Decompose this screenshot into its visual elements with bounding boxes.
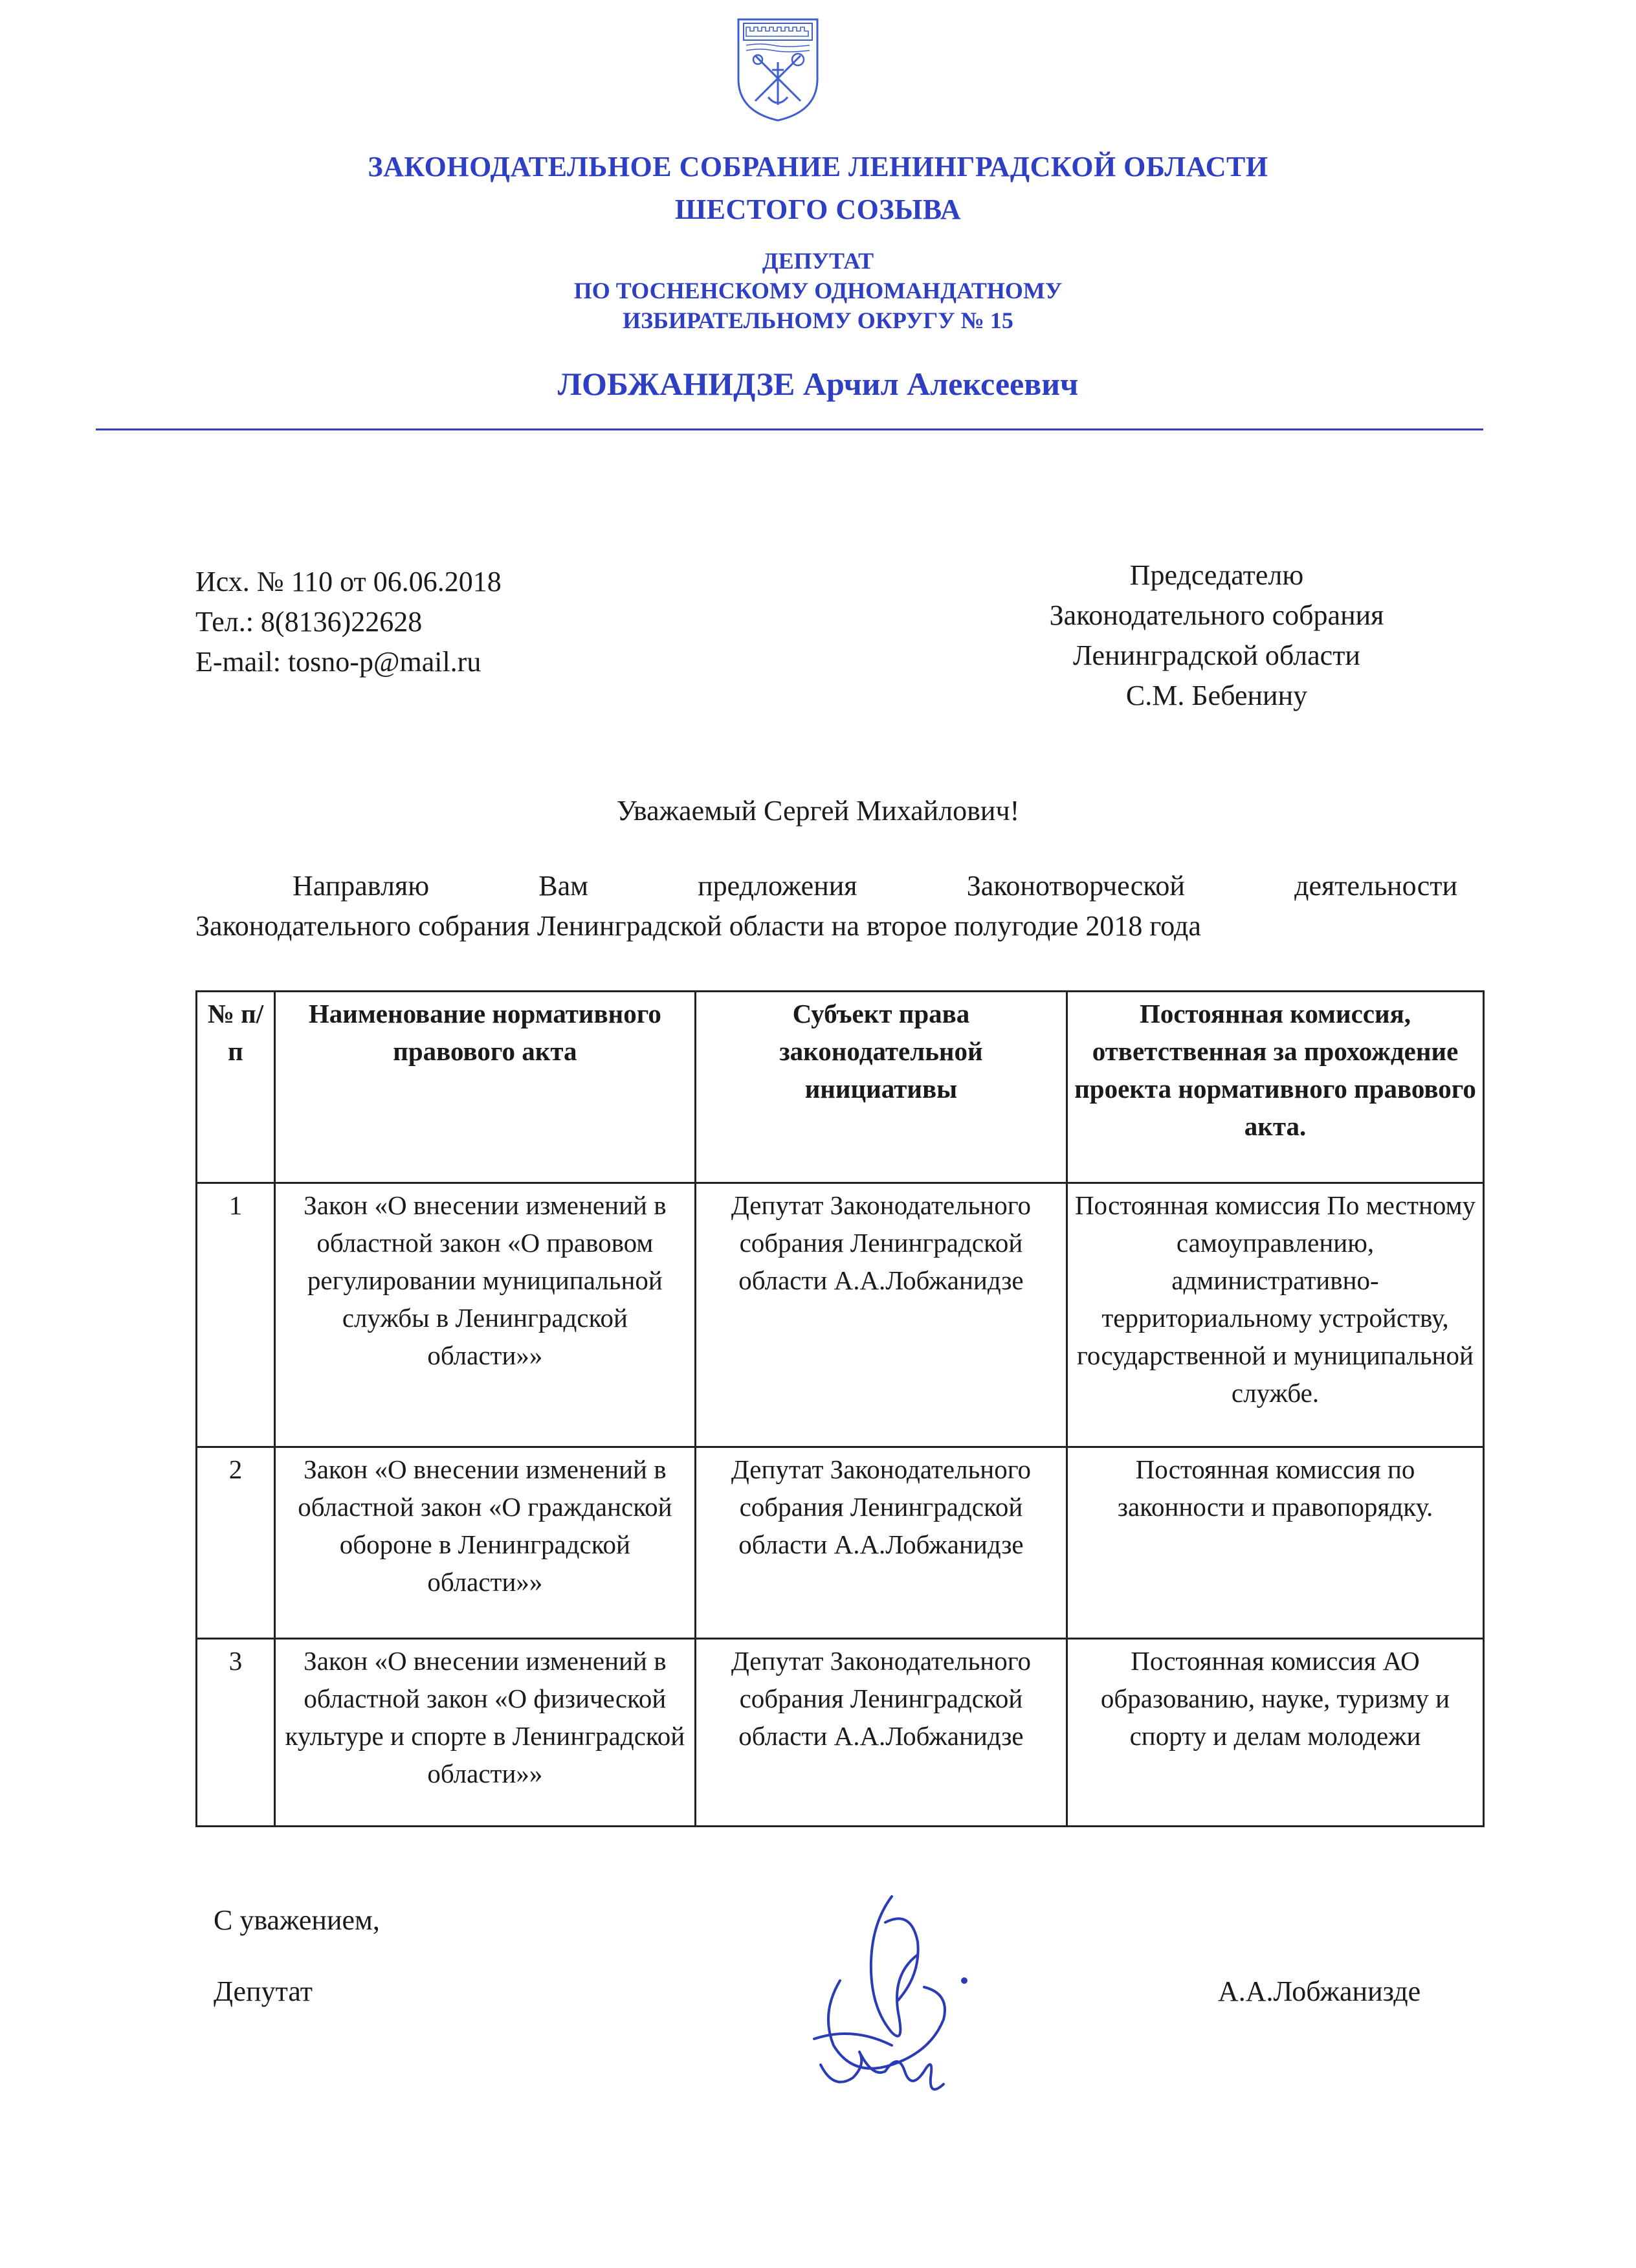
header-commission: Постоянная комиссия, ответственная за прохождение проекта нормативного правового акта.: [1067, 992, 1484, 1183]
row-commission: Постоянная комиссия По местному самоуправлению, административно-территориальному устройству, государственной и муниципальной службе.: [1067, 1183, 1484, 1447]
row-commission: Постоянная комиссия АО образованию, науке, туризму и спорту и делам молодежи: [1067, 1639, 1484, 1827]
intro-line1: Направляю Вам предложения Законотворческой деятельности: [293, 870, 1457, 902]
row-number: 2: [197, 1447, 275, 1639]
addressee-name: С.М. Бебенину: [1125, 680, 1308, 711]
deputy-district-line2: ИЗБИРАТЕЛЬНОМУ ОКРУГУ № 15: [623, 307, 1013, 333]
intro-line2: Законодательного собрания Ленинградской области на второе полугодие 2018 года: [195, 910, 1201, 942]
letterhead-divider: [96, 428, 1483, 430]
organization-name: ЗАКОНОДАТЕЛЬНОЕ СОБРАНИЕ ЛЕНИНГРАДСКОЙ ОБЛАСТИ: [368, 151, 1268, 183]
row-act-name: Закон «О внесении изменений в областной закон «О правовом регулировании муниципальной службы в Ленинградской области»»: [274, 1183, 695, 1447]
row-number: 1: [197, 1183, 275, 1447]
addressee-line2: Законодательного собрания: [1049, 599, 1384, 631]
coat-of-arms-icon: [735, 14, 821, 123]
proposals-table: [195, 990, 1485, 1827]
deputy-district-line1: ПО ТОСНЕНСКОМУ ОДНОМАНДАТНОМУ: [573, 278, 1063, 304]
table-row: [197, 1447, 1484, 1639]
handwritten-signature-icon: [795, 1884, 976, 2123]
addressee-line3: Ленинградской области: [1073, 639, 1360, 671]
closing: С уважением,: [214, 1904, 380, 1936]
convocation: ШЕСТОГО СОЗЫВА: [674, 194, 962, 225]
email: E-mail: tosno-p@mail.ru: [195, 646, 481, 678]
row-commission: Постоянная комиссия по законности и правопорядку.: [1067, 1447, 1484, 1639]
table-header-row: [197, 992, 1484, 1183]
row-initiative-subject: Депутат Законодательного собрания Ленинградской области А.А.Лобжанидзе: [695, 1183, 1067, 1447]
outgoing-number: Исх. № 110 от 06.06.2018: [195, 566, 502, 597]
row-act-name: Закон «О внесении изменений в областной закон «О гражданской обороне в Ленинградской области»»: [274, 1447, 695, 1639]
header-number: № п/п: [197, 992, 275, 1183]
signatory-name: А.А.Лобжанизде: [1218, 1975, 1421, 2007]
table-row: [197, 1183, 1484, 1447]
row-initiative-subject: Депутат Законодательного собрания Ленинградской области А.А.Лобжанидзе: [695, 1447, 1067, 1639]
addressee-line1: Председателю: [1129, 559, 1304, 591]
row-number: 3: [197, 1639, 275, 1827]
table-row: [197, 1639, 1484, 1827]
row-act-name: Закон «О внесении изменений в областной закон «О физической культуре и спорте в Ленинградской области»»: [274, 1639, 695, 1827]
greeting: Уважаемый Сергей Михайлович!: [616, 795, 1020, 827]
header-initiative-subject: Субъект права законодательной инициативы: [695, 992, 1067, 1183]
header-act-name: Наименование нормативного правового акта: [274, 992, 695, 1183]
phone: Тел.: 8(8136)22628: [195, 606, 423, 638]
deputy-title: ДЕПУТАТ: [762, 248, 874, 274]
row-initiative-subject: Депутат Законодательного собрания Ленинградской области А.А.Лобжанидзе: [695, 1639, 1067, 1827]
signatory-position: Депутат: [214, 1975, 313, 2007]
deputy-name: ЛОБЖАНИДЗЕ Арчил Алексеевич: [557, 366, 1079, 402]
